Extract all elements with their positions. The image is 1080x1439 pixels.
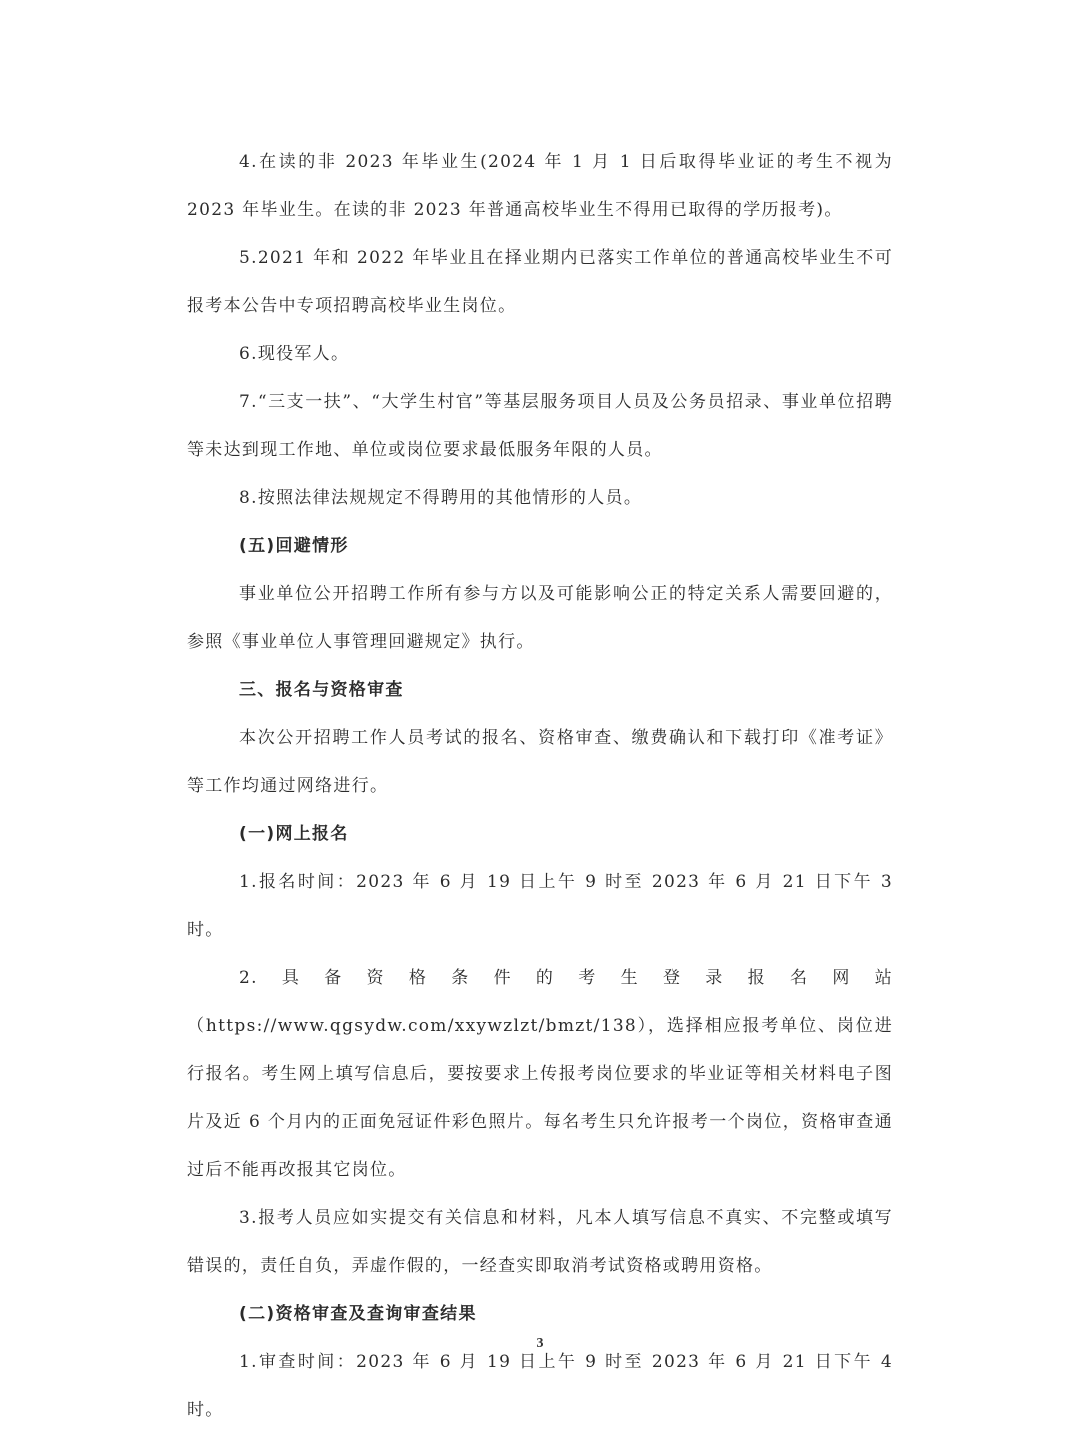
reg-item-1: 1.报名时间：2023 年 6 月 19 日上午 9 时至 2023 年 6 月 21 日下午 3 时。 [187, 872, 893, 940]
page-number: 3 [536, 1336, 544, 1351]
subheading-review: (二)资格审查及查询审查结果 [239, 1304, 477, 1324]
section-3-heading: 三、报名与资格审查 [239, 680, 404, 700]
item-4: 4.在读的非 2023 年毕业生(2024 年 1 月 1 日后取得毕业证的考生不视为 2023 年毕业生。在读的非 2023 年普通高校毕业生不得用已取得的学历报考)。 [187, 152, 893, 220]
document-body [187, 138, 893, 1434]
reg-item-2: 2.具备资格条件的考生登录报名网站（https://www.qgsydw.com/xxywzlzt/bmzt/138），选择相应报考单位、岗位进行报名。考生网上填写信息后，要按要求上传报考岗位要求的毕业证等相关材料电子图片及近 6 个月内的正面免冠证件彩色照片。每名考生只允许报考一个岗位，资格审查通过后不能再改报其它岗位。 [187, 968, 893, 1180]
avoidance-text: 事业单位公开招聘工作所有参与方以及可能影响公正的特定关系人需要回避的，参照《事业单位人事管理回避规定》执行。 [187, 584, 893, 652]
item-5: 5.2021 年和 2022 年毕业且在择业期内已落实工作单位的普通高校毕业生不可报考本公告中专项招聘高校毕业生岗位。 [187, 248, 893, 316]
subheading-online: (一)网上报名 [239, 824, 349, 844]
item-6: 6.现役军人。 [239, 344, 350, 364]
item-7: 7.“三支一扶”、“大学生村官”等基层服务项目人员及公务员招录、事业单位招聘等未达到现工作地、单位或岗位要求最低服务年限的人员。 [187, 392, 893, 460]
review-item-1: 1.审查时间：2023 年 6 月 19 日上午 9 时至 2023 年 6 月 21 日下午 4 时。 [187, 1352, 893, 1420]
subheading-5: (五)回避情形 [239, 536, 349, 556]
registration-intro: 本次公开招聘工作人员考试的报名、资格审查、缴费确认和下载打印《准考证》等工作均通过网络进行。 [187, 728, 893, 796]
item-8: 8.按照法律法规规定不得聘用的其他情形的人员。 [239, 488, 643, 508]
reg-item-3: 3.报考人员应如实提交有关信息和材料，凡本人填写信息不真实、不完整或填写错误的，责任自负，弄虚作假的，一经查实即取消考试资格或聘用资格。 [187, 1208, 893, 1276]
